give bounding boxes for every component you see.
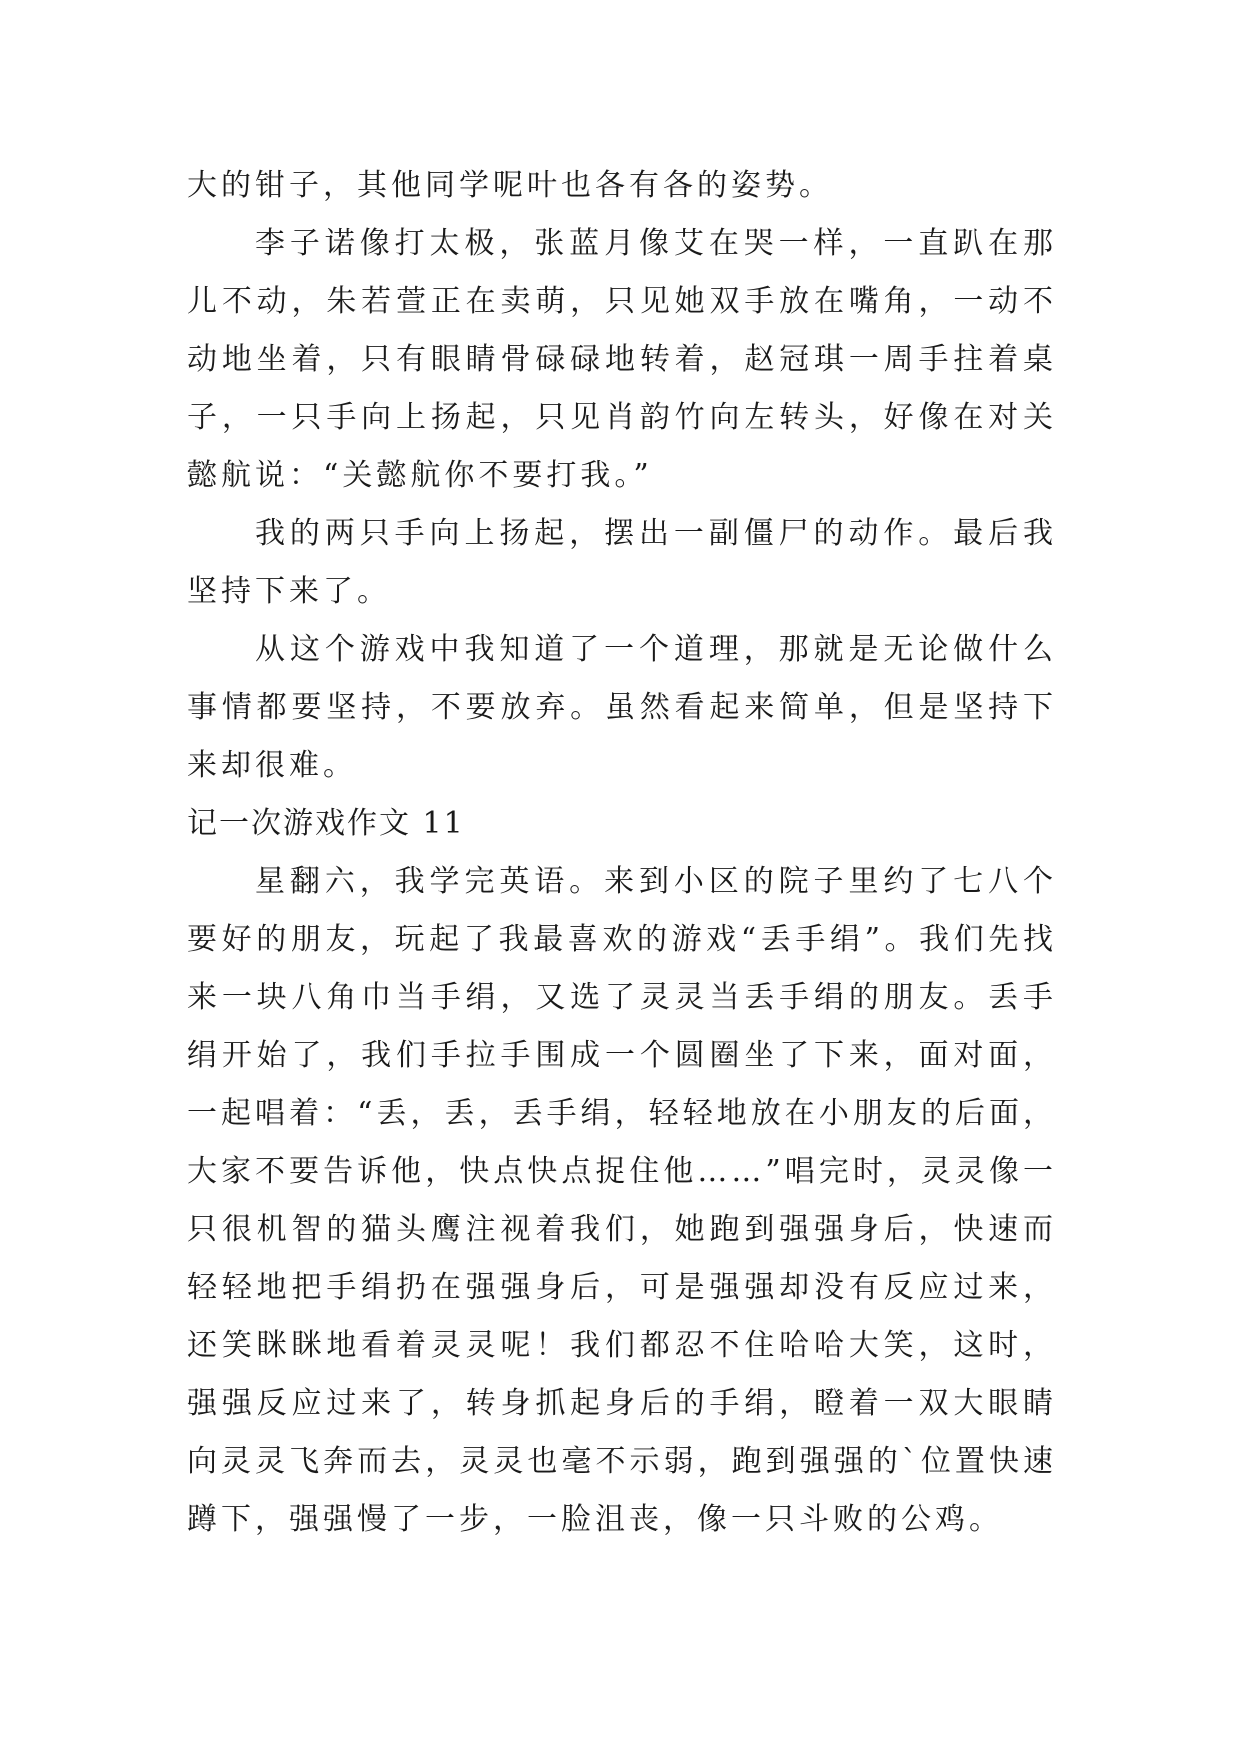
paragraph-continuation: 大的钳子，其他同学呢叶也各有各的姿势。 xyxy=(187,168,833,203)
paragraph: 星翻六，我学完英语。来到小区的院子里约了七八个要好的朋友，玩起了我最喜欢的游戏“丢手绢”。我们先找来一块八角巾当手绢，又选了灵灵当丢手绢的朋友。丢手绢开始了，我们手拉手围成一个圆圈坐了下来，面对面，一起唱着：“丢，丢，丢手绢，轻轻地放在小朋友的后面，大家不要告诉他，快点快点捉住他……”唱完时，灵灵像一只很机智的猫头鹰注视着我们，她跑到强强身后，快速而轻轻地把手绢扔在强强身后，可是强强却没有反应过来，还笑眯眯地看着灵灵呢！我们都忍不住哈哈大笑，这时，强强反应过来了，转身抓起身后的手绢，瞪着一双大眼睛向灵灵飞奔而去，灵灵也毫不示弱，跑到强强的`位置快速蹲下，强强慢了一步，一脸沮丧，像一只斗败的公鸡。 xyxy=(187,864,1057,1537)
paragraph: 从这个游戏中我知道了一个道理，那就是无论做什么事情都要坚持，不要放弃。虽然看起来简单，但是坚持下来却很难。 xyxy=(187,632,1057,783)
paragraph: 我的两只手向上扬起，摆出一副僵尸的动作。最后我坚持下来了。 xyxy=(187,516,1057,609)
paragraph: 李子诺像打太极，张蓝月像艾在哭一样，一直趴在那儿不动，朱若萱正在卖萌，只见她双手放在嘴角，一动不动地坐着，只有眼睛骨碌碌地转着，赵冠琪一周手拄着桌子，一只手向上扬起，只见肖韵竹向左转头，好像在对关懿航说：“关懿航你不要打我。” xyxy=(187,226,1057,493)
document-body xyxy=(187,157,1057,1549)
section-title: 记一次游戏作文 11 xyxy=(187,806,465,841)
